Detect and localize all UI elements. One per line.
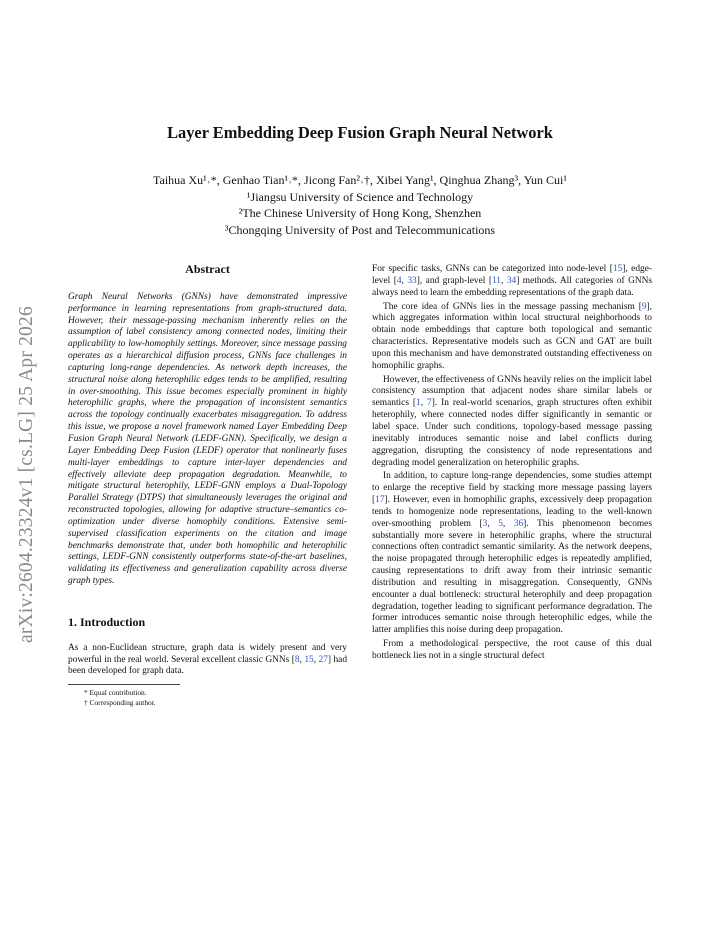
body-text: From a methodological perspective, the root cause of this dual bottleneck lies not in a single structural defect: [372, 639, 652, 661]
body-text: The core idea of GNNs lies in the message passing mechanism [: [383, 301, 642, 312]
body-paragraph: However, the effectiveness of GNNs heavily relies on the implicit label consistency assumption that adjacent nodes share similar labels or semantics [1, 7]. In real-world scenarios, graph structures often exhibit heterophily, where connected nodes differ significantly in semantic or label space. Under such conditions, topology-based message passing inevitably introduces semantic noise and label conflicts during aggregation, disrupting the consistency of node representations and degrading model generalization on heterophilic graphs.: [372, 374, 653, 468]
author-block: [0, 172, 720, 238]
body-paragraph: [372, 302, 652, 373]
citation-link[interactable]: 1: [416, 398, 421, 409]
intro-text: ] had been developed for graph data.: [68, 654, 348, 677]
citation-link[interactable]: 9: [641, 301, 647, 312]
footnote-rule: [68, 684, 180, 685]
arxiv-stamp: arXiv:2604.23324v1 [cs.LG] 25 Apr 2026: [16, 306, 37, 643]
abstract-body: Graph Neural Networks (GNNs) have demonstrated impressive performance in learning representations from graph-structured data. However, their message-passing mechanism inherently relies on the assumption of label consistency among connected nodes, limiting their applicability to low-homophily settings. Moreover, since message passing operates as a hierarchical diffusion process, GNNs face challenges in capturing long-range dependencies. As network depth increases, the structural noise along heterophilic edges tends to be amplified, resulting in over-smoothing. This issue becomes especially prominent in highly heterophilic graphs, where the propagation of inconsistent semantics across the topology continually exacerbates misaggregation. To address this issue, we propose a novel framework named Layer Embedding Deep Fusion Graph Neural Network (LEDF-GNN). Specifically, we design a Layer Embedding Deep Fusion (LEDF) operator that nonlinearly fuses multi-layer embeddings to capture inter-layer dependencies and effectively alleviate deep propagation degradation. Meanwhile, to mitigate structural heterophily, LEDF-GNN employs a Dual-Topology Parallel Strategy (DTPS) that simultaneously leverages the original and reconstructed topologies, allowing for adaptive structure–semantics co-optimization under diverse homophily conditions. Extensive semi-supervised classification experiments on the citation and image benchmarks demonstrate that, under both homophilic and heterophilic settings, LEDF-GNN consistently outperforms state-of-the-art baselines, validating its effectiveness and generalization capability across diverse graph types.: [68, 291, 347, 587]
citation-link[interactable]: 8: [294, 654, 300, 665]
body-text: ]. This phenomenon becomes substantially more severe in heterophilic graphs, where the structural connections often contradict semantic similarity. As the network deepens, the noise propagated through heterophilic edges is repeatedly amplified, causing representations to drift away from their intrinsic semantic distribution and resulting in misaggregation. Consequently, GNNs encounter a dual bottleneck: structural heterophily and deep propagation degradation, together leading to significant performance degradation. The former introduces semantic noise through heterophilic edges, while the latter amplifies this noise during deep propagation.: [372, 518, 652, 636]
citation-link[interactable]: 36: [513, 518, 524, 529]
citation-link[interactable]: 27: [318, 654, 328, 665]
citation-link[interactable]: 15: [304, 654, 314, 665]
author-names: Taihua Xu¹˒*, Genhao Tian¹˒*, Jicong Fan²˒†, Xibei Yang¹, Qinghua Zhang³, Yun Cui¹: [153, 173, 567, 187]
body-text: ]. In real-world scenarios, graph structures often exhibit heterophily, where connected nodes differ significantly in semantic or label space. Under such conditions, topology-based message passing inevitably introduces semantic noise and label conflicts during aggregation, disrupting the consistency of node representations and degrading model generalization on heterophilic graphs.: [372, 398, 653, 468]
body-text: ], edge-level [: [372, 264, 652, 286]
body-text: In addition, to capture long-range dependencies, some studies attempt to enlarge the receptive field by stacking more message passing layers [: [372, 471, 652, 506]
body-text: ], and graph-level [: [416, 275, 492, 286]
citation-link[interactable]: 17: [375, 495, 385, 506]
affiliation-1: ¹Jiangsu University of Science and Technology: [246, 189, 474, 204]
citation-link[interactable]: 11: [491, 275, 501, 286]
left-column: [68, 264, 347, 707]
citation-link[interactable]: 33: [407, 275, 417, 286]
footnote-corresponding-author: † Corresponding author.: [84, 697, 156, 707]
abstract-heading: Abstract: [185, 262, 230, 276]
intro-paragraph-1: As a non-Euclidean structure, graph data is widely present and very powerful in the real world. Several excellent classic GNNs [8, 15, 27] had been developed for graph data.: [68, 642, 348, 677]
body-text: However, the effectiveness of GNNs heavily relies on the implicit label consistency assumption that adjacent nodes share similar labels or semantics [: [372, 374, 652, 409]
intro-text: As a non-Euclidean structure, graph data is widely present and very powerful in the real world. Several excellent classic GNNs [: [68, 642, 347, 665]
body-paragraph: [372, 639, 652, 663]
citation-link[interactable]: 5: [498, 518, 503, 529]
right-column: [372, 264, 652, 663]
footnote-equal-contribution: * Equal contribution.: [84, 688, 147, 698]
affiliation-3: ³Chongqing University of Post and Telecommunications: [224, 222, 496, 237]
body-text: ] methods. All categories of GNNs always need to learn the embedding representations of the graph data.: [372, 275, 653, 298]
citation-link[interactable]: 15: [612, 264, 623, 274]
body-text: For specific tasks, GNNs can be categorized into node-level [: [372, 264, 613, 274]
citation-link[interactable]: 4: [396, 275, 402, 286]
citation-link[interactable]: 7: [427, 398, 432, 409]
body-paragraph: For specific tasks, GNNs can be categorized into node-level [15], edge-level [4, 33], and graph-level [11, 34] methods. All categories of GNNs always need to learn the embedding representations of the graph data.: [372, 264, 653, 298]
paper-title: Layer Embedding Deep Fusion Graph Neural Network: [167, 123, 553, 142]
introduction-heading: 1. Introduction: [68, 614, 146, 629]
body-text: ]. However, even in homophilic graphs, excessively deep propagation tends to homogenize node representations, leading to the well-known over-smoothing problem [: [372, 495, 652, 529]
citation-link[interactable]: 3: [482, 518, 488, 529]
citation-link[interactable]: 34: [506, 275, 517, 286]
body-paragraph: In addition, to capture long-range dependencies, some studies attempt to enlarge the receptive field by stacking more message passing layers [17]. However, even in homophilic graphs, excessively deep propagation tends to homogenize node representations, leading to the well-known over-smoothing problem [3, 5, 36]. This phenomenon becomes substantially more severe in heterophilic graphs, where the structural connections often contradict semantic similarity. As the network deepens, the noise propagated through heterophilic edges is repeatedly amplified, causing representations to drift away from their intrinsic semantic distribution and resulting in misaggregation. Consequently, GNNs encounter a dual bottleneck: structural heterophily and deep propagation degradation, together leading to significant performance degradation. The former introduces semantic noise through heterophilic edges, while the latter amplifies this noise during deep propagation.: [372, 471, 652, 636]
body-text: ], which aggregates information within local structural neighborhoods to obtain node embeddings that capture both topological and semantic characteristics. Representative models such as GCN and GAT are built upon this mechanism and have demonstrated outstanding effectiveness on homophilic graphs.: [372, 301, 652, 371]
affiliation-2: ²The Chinese University of Hong Kong, Shenzhen: [238, 206, 482, 220]
